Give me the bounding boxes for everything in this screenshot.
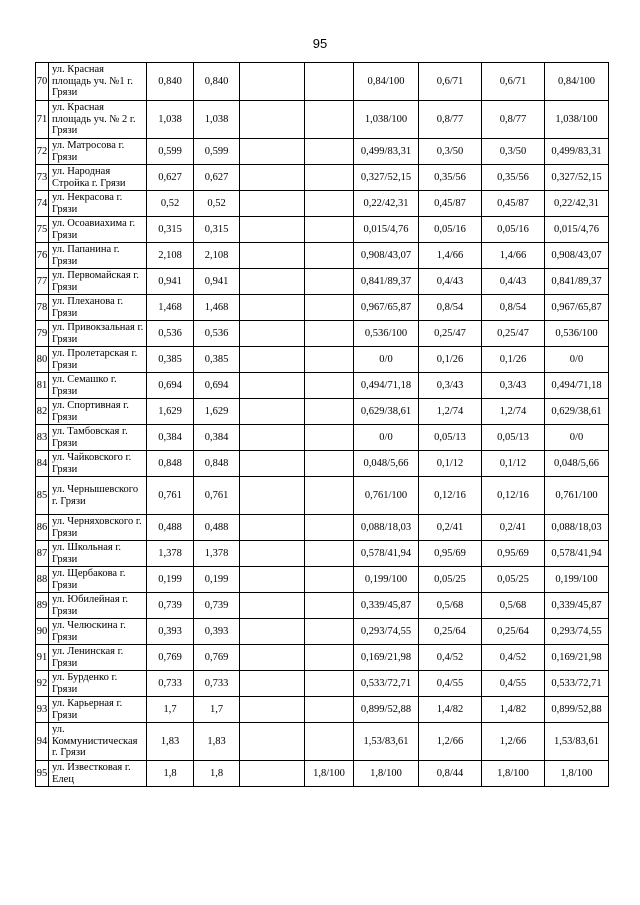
value-cell-col-7: 0,899/52,88 — [354, 697, 419, 723]
value-cell-col-8: 0,1/12 — [419, 451, 482, 477]
street-name: ул. Чайковского г. Грязи — [49, 451, 147, 477]
street-name: ул. Народная Стройка г. Грязи — [49, 165, 147, 191]
value-cell-col-8: 0,8/44 — [419, 761, 482, 787]
row-number: 81 — [36, 373, 49, 399]
value-cell-col-5 — [240, 619, 305, 645]
value-cell-col-10: 0,629/38,61 — [545, 399, 609, 425]
value-cell-col-6 — [305, 515, 354, 541]
value-cell-col-4: 1,7 — [194, 697, 240, 723]
street-name: ул. Карьерная г. Грязи — [49, 697, 147, 723]
table-row — [36, 761, 609, 787]
table-row — [36, 451, 609, 477]
table-row — [36, 217, 609, 243]
value-cell-col-9: 0,45/87 — [482, 191, 545, 217]
value-cell-col-4: 1,468 — [194, 295, 240, 321]
value-cell-col-4: 2,108 — [194, 243, 240, 269]
value-cell-col-5 — [240, 269, 305, 295]
value-cell-col-4: 1,038 — [194, 101, 240, 139]
value-cell-col-9: 0,95/69 — [482, 541, 545, 567]
value-cell-col-9: 0,05/13 — [482, 425, 545, 451]
value-cell-col-7: 0,494/71,18 — [354, 373, 419, 399]
street-name: ул. Челюскина г. Грязи — [49, 619, 147, 645]
row-number: 93 — [36, 697, 49, 723]
table-row — [36, 515, 609, 541]
value-cell-col-4: 0,488 — [194, 515, 240, 541]
value-cell-col-7: 1,8/100 — [354, 761, 419, 787]
value-cell-col-4: 0,733 — [194, 671, 240, 697]
value-cell-col-8: 1,4/66 — [419, 243, 482, 269]
value-cell-col-6 — [305, 269, 354, 295]
value-cell-col-3: 0,393 — [147, 619, 194, 645]
row-number: 88 — [36, 567, 49, 593]
value-cell-col-9: 0,05/25 — [482, 567, 545, 593]
value-cell-col-6 — [305, 645, 354, 671]
value-cell-col-10: 0,908/43,07 — [545, 243, 609, 269]
value-cell-col-8: 0,45/87 — [419, 191, 482, 217]
row-number: 73 — [36, 165, 49, 191]
value-cell-col-8: 0,05/25 — [419, 567, 482, 593]
value-cell-col-8: 0,05/16 — [419, 217, 482, 243]
table-row — [36, 63, 609, 101]
street-name: ул. Юбилейная г. Грязи — [49, 593, 147, 619]
value-cell-col-8: 0,35/56 — [419, 165, 482, 191]
value-cell-col-6 — [305, 567, 354, 593]
value-cell-col-5 — [240, 399, 305, 425]
table-row — [36, 723, 609, 761]
value-cell-col-9: 0,4/55 — [482, 671, 545, 697]
value-cell-col-5 — [240, 101, 305, 139]
value-cell-col-10: 0/0 — [545, 347, 609, 373]
roads-table — [35, 62, 609, 787]
value-cell-col-7: 0,048/5,66 — [354, 451, 419, 477]
row-number: 70 — [36, 63, 49, 101]
value-cell-col-6: 1,8/100 — [305, 761, 354, 787]
value-cell-col-3: 1,83 — [147, 723, 194, 761]
value-cell-col-8: 0,4/43 — [419, 269, 482, 295]
value-cell-col-7: 1,038/100 — [354, 101, 419, 139]
value-cell-col-7: 1,53/83,61 — [354, 723, 419, 761]
value-cell-col-9: 0,8/77 — [482, 101, 545, 139]
value-cell-col-4: 0,769 — [194, 645, 240, 671]
value-cell-col-4: 0,840 — [194, 63, 240, 101]
value-cell-col-3: 0,384 — [147, 425, 194, 451]
value-cell-col-7: 0,199/100 — [354, 567, 419, 593]
value-cell-col-10: 0,339/45,87 — [545, 593, 609, 619]
value-cell-col-7: 0,578/41,94 — [354, 541, 419, 567]
value-cell-col-8: 0,2/41 — [419, 515, 482, 541]
value-cell-col-3: 0,694 — [147, 373, 194, 399]
value-cell-col-4: 0,199 — [194, 567, 240, 593]
value-cell-col-9: 0,3/43 — [482, 373, 545, 399]
value-cell-col-3: 0,315 — [147, 217, 194, 243]
value-cell-col-9: 0,8/54 — [482, 295, 545, 321]
value-cell-col-9: 0,6/71 — [482, 63, 545, 101]
value-cell-col-9: 0,3/50 — [482, 139, 545, 165]
value-cell-col-6 — [305, 347, 354, 373]
value-cell-col-4: 0,393 — [194, 619, 240, 645]
value-cell-col-7: 0,761/100 — [354, 477, 419, 515]
value-cell-col-6 — [305, 425, 354, 451]
value-cell-col-5 — [240, 477, 305, 515]
value-cell-col-9: 0,12/16 — [482, 477, 545, 515]
value-cell-col-3: 0,761 — [147, 477, 194, 515]
value-cell-col-3: 0,769 — [147, 645, 194, 671]
value-cell-col-8: 0,6/71 — [419, 63, 482, 101]
table-row — [36, 477, 609, 515]
value-cell-col-6 — [305, 593, 354, 619]
row-number: 83 — [36, 425, 49, 451]
street-name: ул. Плеханова г. Грязи — [49, 295, 147, 321]
table-row — [36, 101, 609, 139]
value-cell-col-5 — [240, 451, 305, 477]
value-cell-col-3: 0,488 — [147, 515, 194, 541]
street-name: ул. Тамбовская г. Грязи — [49, 425, 147, 451]
value-cell-col-6 — [305, 295, 354, 321]
value-cell-col-4: 0,627 — [194, 165, 240, 191]
value-cell-col-5 — [240, 671, 305, 697]
row-number: 90 — [36, 619, 49, 645]
value-cell-col-8: 0,05/13 — [419, 425, 482, 451]
value-cell-col-10: 0,967/65,87 — [545, 295, 609, 321]
value-cell-col-6 — [305, 139, 354, 165]
value-cell-col-3: 1,378 — [147, 541, 194, 567]
value-cell-col-10: 0,088/18,03 — [545, 515, 609, 541]
value-cell-col-5 — [240, 567, 305, 593]
value-cell-col-5 — [240, 425, 305, 451]
value-cell-col-4: 0,761 — [194, 477, 240, 515]
value-cell-col-4: 1,629 — [194, 399, 240, 425]
value-cell-col-10: 0,84/100 — [545, 63, 609, 101]
value-cell-col-5 — [240, 139, 305, 165]
value-cell-col-5 — [240, 295, 305, 321]
street-name: ул. Пролетарская г. Грязи — [49, 347, 147, 373]
value-cell-col-10: 0,015/4,76 — [545, 217, 609, 243]
street-name: ул. Некрасова г. Грязи — [49, 191, 147, 217]
value-cell-col-10: 0,841/89,37 — [545, 269, 609, 295]
value-cell-col-8: 0,95/69 — [419, 541, 482, 567]
row-number: 77 — [36, 269, 49, 295]
value-cell-col-4: 1,83 — [194, 723, 240, 761]
table-row — [36, 541, 609, 567]
value-cell-col-6 — [305, 373, 354, 399]
row-number: 86 — [36, 515, 49, 541]
value-cell-col-4: 0,941 — [194, 269, 240, 295]
value-cell-col-5 — [240, 347, 305, 373]
value-cell-col-6 — [305, 321, 354, 347]
row-number: 75 — [36, 217, 49, 243]
value-cell-col-5 — [240, 645, 305, 671]
value-cell-col-9: 1,8/100 — [482, 761, 545, 787]
page-number: 95 — [312, 36, 328, 51]
table-row — [36, 295, 609, 321]
value-cell-col-10: 0,22/42,31 — [545, 191, 609, 217]
value-cell-col-3: 0,385 — [147, 347, 194, 373]
value-cell-col-8: 0,4/52 — [419, 645, 482, 671]
row-number: 95 — [36, 761, 49, 787]
value-cell-col-7: 0,84/100 — [354, 63, 419, 101]
street-name: ул. Красная площадь уч. № 2 г. Грязи — [49, 101, 147, 139]
row-number: 84 — [36, 451, 49, 477]
table-row — [36, 567, 609, 593]
value-cell-col-5 — [240, 541, 305, 567]
table-row — [36, 347, 609, 373]
street-name: ул. Ленинская г. Грязи — [49, 645, 147, 671]
value-cell-col-3: 0,848 — [147, 451, 194, 477]
street-name: ул. Первомайская г. Грязи — [49, 269, 147, 295]
value-cell-col-6 — [305, 101, 354, 139]
value-cell-col-3: 1,7 — [147, 697, 194, 723]
value-cell-col-8: 0,5/68 — [419, 593, 482, 619]
value-cell-col-4: 0,536 — [194, 321, 240, 347]
value-cell-col-8: 1,2/66 — [419, 723, 482, 761]
table-row — [36, 671, 609, 697]
value-cell-col-8: 0,25/64 — [419, 619, 482, 645]
street-name: ул. Школьная г. Грязи — [49, 541, 147, 567]
value-cell-col-4: 0,315 — [194, 217, 240, 243]
value-cell-col-7: 0,293/74,55 — [354, 619, 419, 645]
value-cell-col-7: 0,536/100 — [354, 321, 419, 347]
value-cell-col-5 — [240, 63, 305, 101]
value-cell-col-6 — [305, 63, 354, 101]
value-cell-col-7: 0,339/45,87 — [354, 593, 419, 619]
value-cell-col-3: 0,52 — [147, 191, 194, 217]
row-number: 80 — [36, 347, 49, 373]
value-cell-col-4: 0,599 — [194, 139, 240, 165]
row-number: 78 — [36, 295, 49, 321]
value-cell-col-8: 0,12/16 — [419, 477, 482, 515]
street-name: ул. Красная площадь уч. №1 г. Грязи — [49, 63, 147, 101]
row-number: 89 — [36, 593, 49, 619]
row-number: 76 — [36, 243, 49, 269]
table-row — [36, 645, 609, 671]
value-cell-col-6 — [305, 399, 354, 425]
value-cell-col-5 — [240, 243, 305, 269]
table-row — [36, 373, 609, 399]
table-row — [36, 321, 609, 347]
street-name: ул. Спортивная г. Грязи — [49, 399, 147, 425]
value-cell-col-5 — [240, 515, 305, 541]
value-cell-col-6 — [305, 541, 354, 567]
value-cell-col-9: 0,05/16 — [482, 217, 545, 243]
value-cell-col-3: 0,599 — [147, 139, 194, 165]
value-cell-col-7: 0,015/4,76 — [354, 217, 419, 243]
table-row — [36, 399, 609, 425]
value-cell-col-10: 0,761/100 — [545, 477, 609, 515]
value-cell-col-6 — [305, 217, 354, 243]
street-name: ул. Щербакова г. Грязи — [49, 567, 147, 593]
value-cell-col-10: 1,038/100 — [545, 101, 609, 139]
value-cell-col-9: 0,25/64 — [482, 619, 545, 645]
value-cell-col-3: 1,8 — [147, 761, 194, 787]
value-cell-col-9: 1,4/82 — [482, 697, 545, 723]
value-cell-col-6 — [305, 619, 354, 645]
table-row — [36, 269, 609, 295]
value-cell-col-5 — [240, 373, 305, 399]
street-name: ул. Матросова г. Грязи — [49, 139, 147, 165]
value-cell-col-5 — [240, 165, 305, 191]
value-cell-col-5 — [240, 723, 305, 761]
value-cell-col-6 — [305, 671, 354, 697]
value-cell-col-10: 0,048/5,66 — [545, 451, 609, 477]
value-cell-col-5 — [240, 321, 305, 347]
roads-table-body — [36, 63, 609, 787]
value-cell-col-8: 0,1/26 — [419, 347, 482, 373]
value-cell-col-3: 1,038 — [147, 101, 194, 139]
value-cell-col-4: 0,384 — [194, 425, 240, 451]
value-cell-col-8: 1,2/74 — [419, 399, 482, 425]
value-cell-col-7: 0,499/83,31 — [354, 139, 419, 165]
value-cell-col-10: 0,327/52,15 — [545, 165, 609, 191]
value-cell-col-9: 0,4/43 — [482, 269, 545, 295]
value-cell-col-7: 0/0 — [354, 347, 419, 373]
value-cell-col-9: 0,1/12 — [482, 451, 545, 477]
table-row — [36, 619, 609, 645]
value-cell-col-5 — [240, 217, 305, 243]
value-cell-col-3: 0,536 — [147, 321, 194, 347]
street-name: ул. Семашко г. Грязи — [49, 373, 147, 399]
value-cell-col-10: 1,8/100 — [545, 761, 609, 787]
value-cell-col-4: 0,848 — [194, 451, 240, 477]
value-cell-col-6 — [305, 697, 354, 723]
value-cell-col-3: 0,627 — [147, 165, 194, 191]
value-cell-col-6 — [305, 723, 354, 761]
value-cell-col-3: 0,733 — [147, 671, 194, 697]
value-cell-col-4: 0,739 — [194, 593, 240, 619]
value-cell-col-9: 0,25/47 — [482, 321, 545, 347]
value-cell-col-7: 0,908/43,07 — [354, 243, 419, 269]
street-name: ул. Бурденко г. Грязи — [49, 671, 147, 697]
value-cell-col-3: 1,629 — [147, 399, 194, 425]
value-cell-col-5 — [240, 761, 305, 787]
value-cell-col-10: 0,578/41,94 — [545, 541, 609, 567]
value-cell-col-9: 1,2/74 — [482, 399, 545, 425]
row-number: 71 — [36, 101, 49, 139]
row-number: 74 — [36, 191, 49, 217]
value-cell-col-10: 0/0 — [545, 425, 609, 451]
value-cell-col-10: 0,499/83,31 — [545, 139, 609, 165]
value-cell-col-8: 0,3/43 — [419, 373, 482, 399]
value-cell-col-3: 1,468 — [147, 295, 194, 321]
table-row — [36, 139, 609, 165]
value-cell-col-7: 0,169/21,98 — [354, 645, 419, 671]
value-cell-col-7: 0,967/65,87 — [354, 295, 419, 321]
value-cell-col-5 — [240, 593, 305, 619]
value-cell-col-3: 0,739 — [147, 593, 194, 619]
table-row — [36, 425, 609, 451]
street-name: ул. Чернышевского г. Грязи — [49, 477, 147, 515]
table-row — [36, 243, 609, 269]
value-cell-col-3: 0,941 — [147, 269, 194, 295]
value-cell-col-7: 0/0 — [354, 425, 419, 451]
value-cell-col-7: 0,841/89,37 — [354, 269, 419, 295]
value-cell-col-10: 0,536/100 — [545, 321, 609, 347]
row-number: 94 — [36, 723, 49, 761]
value-cell-col-10: 0,494/71,18 — [545, 373, 609, 399]
table-row — [36, 593, 609, 619]
value-cell-col-4: 0,694 — [194, 373, 240, 399]
value-cell-col-10: 0,533/72,71 — [545, 671, 609, 697]
value-cell-col-9: 0,35/56 — [482, 165, 545, 191]
street-name: ул. Привокзальная г. Грязи — [49, 321, 147, 347]
value-cell-col-10: 0,169/21,98 — [545, 645, 609, 671]
row-number: 87 — [36, 541, 49, 567]
value-cell-col-9: 0,1/26 — [482, 347, 545, 373]
value-cell-col-7: 0,629/38,61 — [354, 399, 419, 425]
value-cell-col-9: 0,5/68 — [482, 593, 545, 619]
value-cell-col-8: 1,4/82 — [419, 697, 482, 723]
value-cell-col-7: 0,088/18,03 — [354, 515, 419, 541]
value-cell-col-6 — [305, 451, 354, 477]
value-cell-col-5 — [240, 697, 305, 723]
value-cell-col-7: 0,327/52,15 — [354, 165, 419, 191]
value-cell-col-4: 1,8 — [194, 761, 240, 787]
value-cell-col-4: 1,378 — [194, 541, 240, 567]
value-cell-col-10: 0,293/74,55 — [545, 619, 609, 645]
value-cell-col-10: 0,199/100 — [545, 567, 609, 593]
value-cell-col-6 — [305, 191, 354, 217]
row-number: 72 — [36, 139, 49, 165]
value-cell-col-7: 0,533/72,71 — [354, 671, 419, 697]
value-cell-col-8: 0,25/47 — [419, 321, 482, 347]
value-cell-col-8: 0,8/77 — [419, 101, 482, 139]
value-cell-col-9: 1,2/66 — [482, 723, 545, 761]
value-cell-col-8: 0,3/50 — [419, 139, 482, 165]
value-cell-col-6 — [305, 165, 354, 191]
value-cell-col-3: 0,840 — [147, 63, 194, 101]
value-cell-col-3: 2,108 — [147, 243, 194, 269]
value-cell-col-4: 0,52 — [194, 191, 240, 217]
row-number: 91 — [36, 645, 49, 671]
table-row — [36, 697, 609, 723]
table-row — [36, 165, 609, 191]
street-name: ул. Коммунистическая г. Грязи — [49, 723, 147, 761]
street-name: ул. Осоавиахима г. Грязи — [49, 217, 147, 243]
row-number: 82 — [36, 399, 49, 425]
value-cell-col-10: 1,53/83,61 — [545, 723, 609, 761]
value-cell-col-9: 0,2/41 — [482, 515, 545, 541]
value-cell-col-9: 0,4/52 — [482, 645, 545, 671]
row-number: 92 — [36, 671, 49, 697]
value-cell-col-6 — [305, 243, 354, 269]
value-cell-col-8: 0,4/55 — [419, 671, 482, 697]
value-cell-col-10: 0,899/52,88 — [545, 697, 609, 723]
street-name: ул. Известковая г. Елец — [49, 761, 147, 787]
street-name: ул. Черняховского г. Грязи — [49, 515, 147, 541]
value-cell-col-6 — [305, 477, 354, 515]
street-name: ул. Папанина г. Грязи — [49, 243, 147, 269]
row-number: 79 — [36, 321, 49, 347]
value-cell-col-3: 0,199 — [147, 567, 194, 593]
value-cell-col-7: 0,22/42,31 — [354, 191, 419, 217]
value-cell-col-4: 0,385 — [194, 347, 240, 373]
value-cell-col-5 — [240, 191, 305, 217]
table-row — [36, 191, 609, 217]
value-cell-col-9: 1,4/66 — [482, 243, 545, 269]
row-number: 85 — [36, 477, 49, 515]
value-cell-col-8: 0,8/54 — [419, 295, 482, 321]
